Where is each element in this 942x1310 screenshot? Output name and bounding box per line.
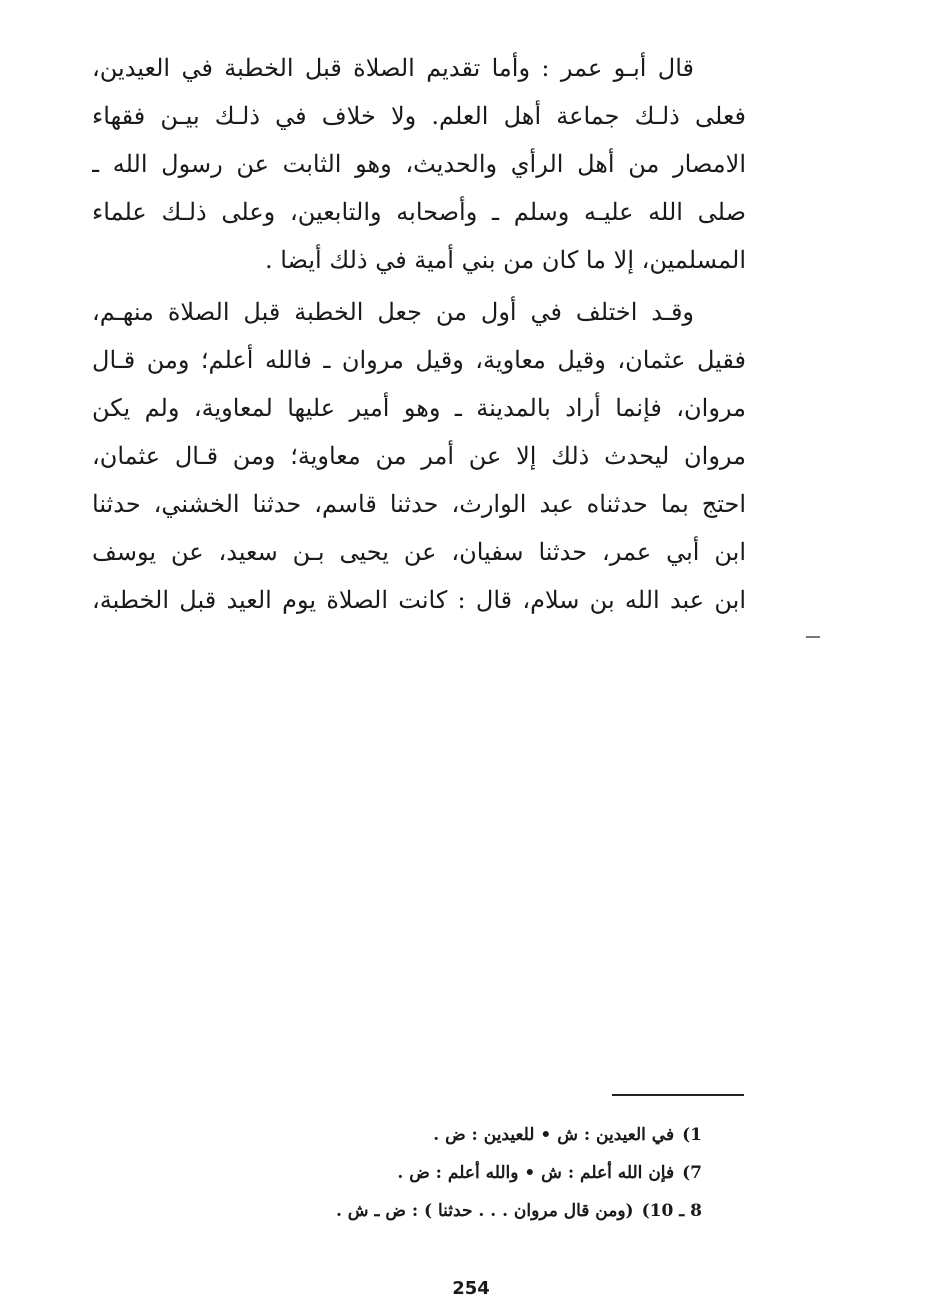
text-line: قال أبـو عمر : وأما تقديم الصلاة قبل الخطبة في العيدين، — [92, 54, 694, 82]
text-line: المسلمين، إلا ما كان من بني أمية في ذلك أيضا . — [264, 246, 746, 274]
text-line: احتج بما حدثناه عبد الوارث، حدثنا قاسم، حدثنا الخشني، حدثنا — [92, 490, 746, 518]
paragraph-1 — [92, 44, 746, 284]
text-line: مروان ليحدث ذلك إلا عن أمر من معاوية؛ ومن قـال عثمان، — [92, 442, 746, 470]
page-number: 254 — [452, 1278, 490, 1299]
text-line: الامصار من أهل الرأي والحديث، وهو الثابت عن رسول الله ـ — [92, 150, 746, 178]
footnote-number: 8 ـ 10) — [641, 1201, 702, 1221]
footnote-item — [240, 1154, 702, 1192]
text-line: فعلى ذلـك جماعة أهل العلم. ولا خلاف في ذلـك بيـن فقهاء — [92, 102, 746, 130]
text-line: ابن عبد الله بن سلام، قال : كانت الصلاة يوم العيد قبل الخطبة، — [92, 586, 746, 614]
text-line: صلى الله عليـه وسلم ـ وأصحابه والتابعين، وعلى ذلـك علماء — [92, 198, 746, 226]
footnote-separator — [612, 1094, 744, 1096]
footnote-number: 7) — [682, 1163, 702, 1183]
main-text — [92, 44, 746, 624]
text-line: فقيل عثمان، وقيل معاوية، وقيل مروان ـ فالله أعلم؛ ومن قـال — [92, 346, 746, 374]
footnote-text: فإن الله أعلم : ش • والله أعلم : ض . — [397, 1163, 675, 1183]
text-line: ابن أبي عمر، حدثنا سفيان، عن يحيى بـن سعيد، عن يوسف — [92, 538, 746, 566]
paragraph-2 — [92, 288, 746, 624]
footnote-number: 1) — [682, 1125, 702, 1145]
footnote-text: (ومن قال مروان . . . حدثنا ) : ض ـ ش . — [335, 1201, 634, 1221]
footnote-item — [240, 1116, 702, 1154]
footnote-item — [240, 1192, 702, 1230]
text-line: وقـد اختلف في أول من جعل الخطبة قبل الصلاة منهـم، — [92, 298, 694, 326]
footnotes — [240, 1116, 702, 1230]
text-line: مروان، فإنما أراد بالمدينة ـ وهو أمير عليها لمعاوية، ولم يكن — [92, 394, 746, 422]
stray-mark — [806, 636, 820, 638]
footnote-text: في العيدين : ش • للعيدين : ض . — [433, 1125, 675, 1145]
